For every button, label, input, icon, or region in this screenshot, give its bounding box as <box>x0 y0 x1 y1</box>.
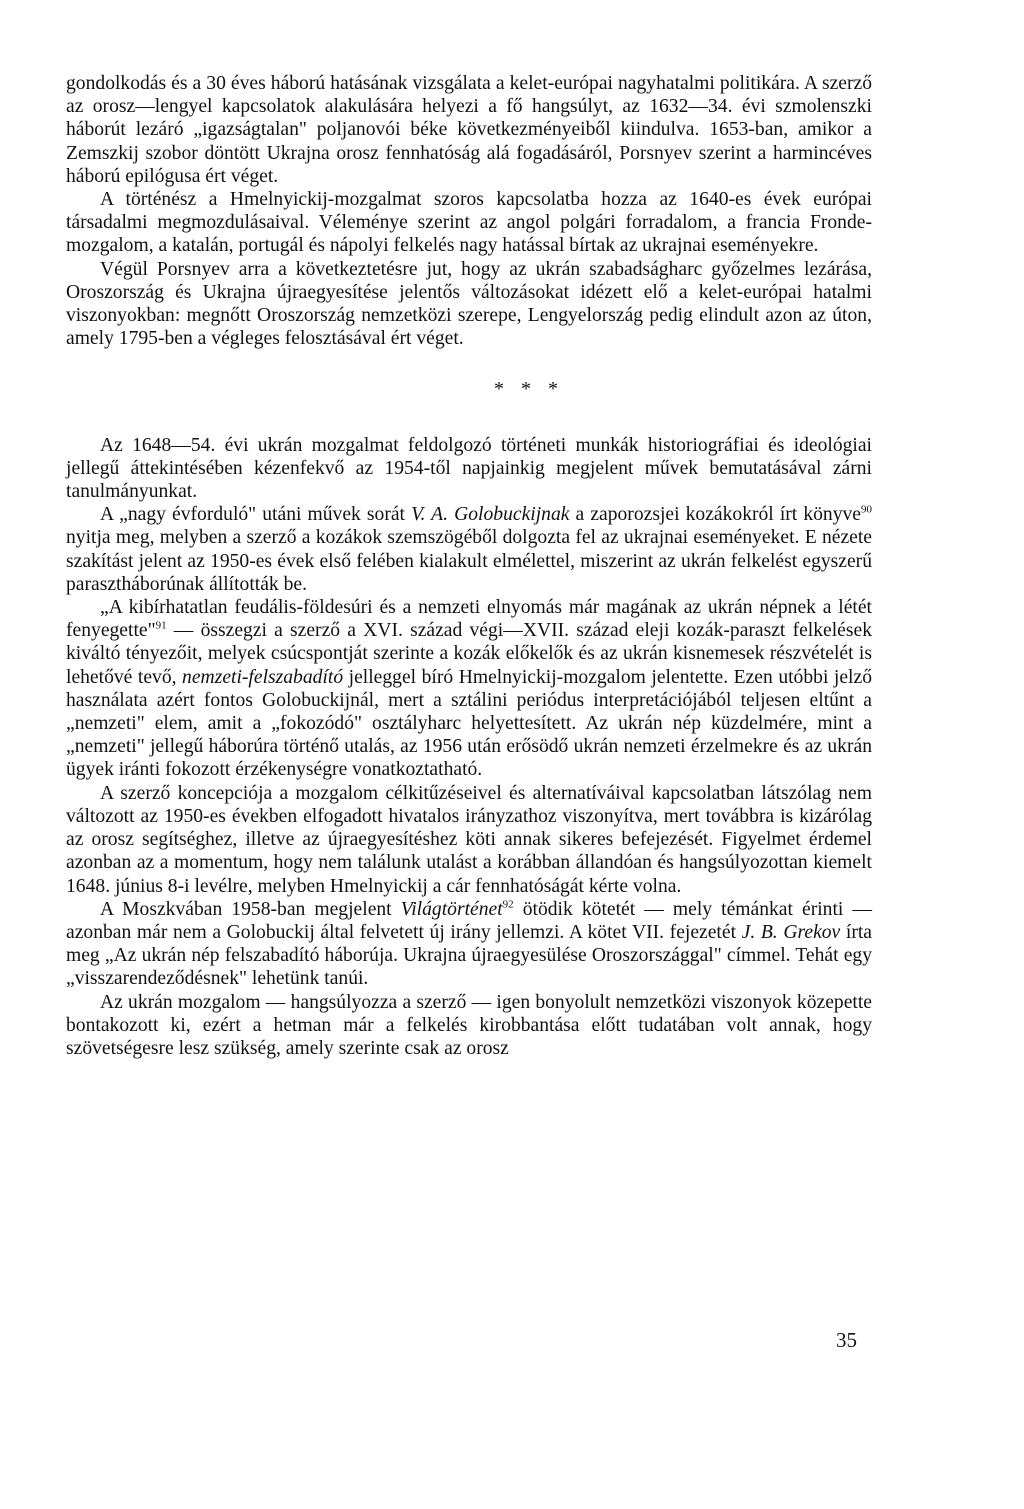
footnote-ref-91: 91 <box>155 619 167 632</box>
paragraph-7: A szerző koncepciója a mozgalom célkitűzéseivel és alternatíváival kapcsolatban látszólag nem változott az 1950-es években elfogadott hivatalos irányzathoz viszonyítva, mert továbbra is kizárólag az orosz segítséghez, illetve az újraegyesítéshez köti annak sikeres befejezését. Figyelmet érdemel azonban az a momentum, hogy nem találunk utalást a korábban állandóan és hangsúlyozottan kiemelt 1648. június 8-i levélre, melyben Hmelnyickij a cár fennhatóságát kérte volna. <box>66 782 872 897</box>
author-name: V. A. Golobuckijnak <box>411 504 570 526</box>
author-name: J. B. Grekov <box>741 921 841 943</box>
paragraph-9: Az ukrán mozgalom — hangsúlyozza a szerző — igen bonyolult nemzetközi viszonyok közepette bontakozott ki, ezért a hetman már a felkelés kirobbantása előtt tudatában volt annak, hogy szövetségesre lesz szükség, amely szerinte csak az orosz <box>66 991 872 1059</box>
paragraph-5 <box>66 503 872 596</box>
quote-run: „A kibírhatatlan feudális-földesúri és a nemzeti elnyomás már magának az ukrán népnek a létét fenyegette" <box>66 597 872 642</box>
page-number: 35 <box>836 1328 857 1352</box>
paragraph-6 <box>66 596 872 782</box>
text-run: ötödik kötetét — mely témánkat érinti — azonban már nem a Golobuckij által felvetett új irány jellemzi. A kötet VII. fejezetét <box>66 898 872 943</box>
section-separator: * * * <box>494 378 564 401</box>
page-body <box>66 72 872 1060</box>
paragraph-4: Az 1648—54. évi ukrán mozgalmat feldolgozó történeti munkák historiográfiai és ideológiai jellegű áttekintésében kézenfekvő az 1954-től napjainkig megjelent művek bemutatásával zárni tanulmányunkat. <box>66 434 872 503</box>
footnote-ref-92: 92 <box>502 898 514 911</box>
text-run: írta meg „Az ukrán nép felszabadító háborúja. Ukrajna újraegyesülése Oroszországgal" címmel. Tehát egy „visszarendeződésnek" lehetünk tanúi. <box>66 921 872 990</box>
paragraph-1: gondolkodás és a 30 éves háború hatásának vizsgálata a kelet-európai nagyhatalmi politikára. A szerző az orosz—lengyel kapcsolatok alakulására helyezi a fő hangsúlyt, az 1632—34. évi szmolenszki háborút lezáró „igazságtalan" poljanovói béke következményeiből kiindulva. 1653-ban, amikor a Zemszkij szobor döntött Ukrajna orosz fennhatóság alá fogadásáról, Porsnyev szerint a harmincéves háború epilógusa ért véget. <box>66 73 872 187</box>
text-run: a zaporozsjei kozákokról írt könyve <box>569 504 862 526</box>
text-run: A „nagy évforduló" utáni művek sorát <box>100 504 412 526</box>
paragraph-2: A történész a Hmelnyickij-mozgalmat szoros kapcsolatba hozza az 1640-es évek európai társadalmi megmozdulásaival. Véleménye szerint az angol polgári forradalom, a francia Fronde-mozgalom, a katalán, portugál és nápolyi felkelés nagy hatással bírtak az ukrajnai eseményekre. <box>66 189 872 257</box>
paragraph-3: Végül Porsnyev arra a következtetésre jut, hogy az ukrán szabadságharc győzelmes lezárása, Oroszország és Ukrajna újraegyesítése jelentős változásokat idézett elő a kelet-európai hatalmi viszonyokban: megnőtt Oroszország nemzetközi szerepe, Lengyelország pedig elindult azon az úton, amely 1795-ben a végleges felosztásával ért véget. <box>66 258 872 350</box>
text-run: jelleggel bíró Hmelnyickij-mozgalom jelentette. Ezen utóbbi jelző használata azért fontos Golobuckijnál, mert a sztálini periódus interpretációjából teljesen eltűnt a „nemzeti" elem, amit a „fokozódó" osztályharc helyettesített. Az ukrán nép küzdelmére, mint a „nemzeti" jellegű háborúra történő utalás, az 1956 után erősödő ukrán nemzeti érzelmekre és az ukrán ügyek iránti fokozott érzékenységre vonatkoztatható. <box>66 666 872 781</box>
text-run: nyitja meg, melyben a szerző a kozákok szemszögéből dolgozta fel az ukrajnai eseményeket. E nézete szakítást jelent az 1950-es évek első felében kialakult elmélettel, miszerint az ukrán felkelést egyszerű parasztháborúnak állították be. <box>66 527 872 595</box>
text-run: — összegzi a szerző a XVI. század végi—XVII. század eleji kozák-paraszt felkelések kiváltó tényezőit, melyek csúcspontját szerinte a kozák előkelők és az ukrán kisnemesek részvételét is lehetővé tevő, <box>66 620 872 688</box>
work-title: Világtörténet <box>400 898 503 920</box>
emphasis-term: nemzeti-felszabadító <box>182 666 344 688</box>
footnote-ref-90: 90 <box>861 503 873 516</box>
paragraph-8 <box>66 898 872 991</box>
text-run: A Moszkvában 1958-ban megjelent <box>100 898 401 920</box>
